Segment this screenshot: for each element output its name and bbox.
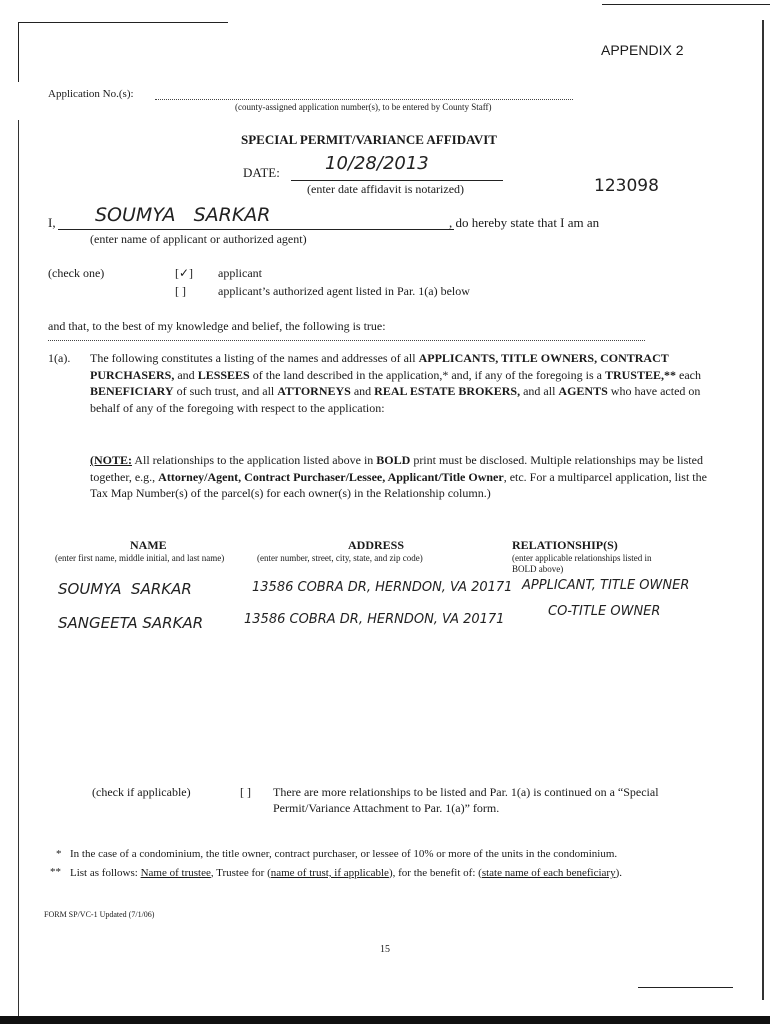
bottom-right-rule: [638, 987, 733, 988]
date-label: DATE:: [243, 165, 280, 180]
application-no-field[interactable]: [155, 99, 573, 100]
para-text-4: each: [676, 367, 701, 382]
col-sub-address: (enter number, street, city, state, and zip code): [257, 553, 423, 563]
para-bold-5: ATTORNEYS: [277, 384, 351, 398]
belief-statement: and that, to the best of my knowledge and belief, the following is true:: [48, 319, 386, 333]
fn2-text-4: ).: [615, 867, 622, 879]
continuation-text: There are more relationships to be listed and Par. 1(a) is continued on a “Special Permit/Variance Attachment to Par. 1(a)” form.: [273, 785, 659, 815]
row-2-address[interactable]: 13586 COBRA DR, HERNDON, VA 20171: [244, 612, 505, 627]
fn2-text-2: , Trustee for (: [210, 867, 271, 879]
fn2-under-1: Name of trustee: [140, 867, 211, 879]
row-2-name[interactable]: SANGEETA SARKAR: [58, 614, 204, 632]
note-text-3: , etc. For a multiparcel application, list the Tax Map Number(s) of the parcel(s) for each owner(s) in the Relationship column.): [90, 469, 707, 500]
note-bold-1: BOLD: [376, 453, 411, 467]
para-bold-1: APPLICANTS, TITLE OWNERS, CONTRACT PURCHASERS,: [90, 351, 669, 382]
check-one-label: (check one): [48, 266, 105, 280]
declarant-underline: [58, 229, 454, 230]
para-text-1: The following constitutes a listing of the names and addresses of all: [90, 351, 419, 365]
declarant-name[interactable]: SOUMYA SARKAR: [95, 204, 271, 226]
footnote-double-text: [70, 866, 630, 881]
col-sub-relationship: (enter applicable relationships listed in BOLD above): [512, 553, 652, 574]
footnote-single-text: In the case of a condominium, the title owner, contract purchaser, or lessee of 10% or more of the units in the condominium.: [70, 848, 618, 860]
declarant-note: (enter name of applicant or authorized agent): [90, 232, 307, 246]
row-1-relationship[interactable]: APPLICANT, TITLE OWNER: [522, 578, 690, 593]
agent-checkbox[interactable]: [ ]: [175, 284, 186, 298]
form-id: FORM SP/VC-1 Updated (7/1/06): [44, 910, 155, 919]
para-text-6: and: [350, 384, 375, 398]
application-no-note: (county-assigned application number(s), to be entered by County Staff): [235, 102, 492, 112]
para-bold-3: TRUSTEE,**: [604, 367, 676, 382]
applicant-option-label: applicant: [218, 266, 262, 280]
form-title: SPECIAL PERMIT/VARIANCE AFFIDAVIT: [241, 132, 497, 147]
fn2-text-1: List as follows:: [70, 867, 141, 879]
fn2-under-3: state name of each beneficiary: [481, 867, 616, 879]
date-note: (enter date affidavit is notarized): [307, 182, 465, 196]
page-number: 15: [380, 944, 390, 955]
para-text-5: of such trust, and all: [173, 384, 278, 398]
footnote-double-mark: **: [50, 866, 61, 878]
bottom-border: [0, 1016, 770, 1024]
left-margin-line: [18, 120, 19, 1020]
para-text-8: who have acted on behalf of any of the foregoing with respect to the application:: [90, 384, 701, 415]
para-text-3: of the land described in the application,* and, if any of the foregoing is a: [249, 367, 605, 382]
declarant-suffix: , do hereby state that I am an: [449, 215, 600, 230]
note-label: (NOTE:: [90, 453, 132, 467]
left-border-rule: [18, 22, 19, 82]
section-number: 1(a).: [48, 351, 71, 365]
section-note: [90, 452, 718, 502]
row-1-address[interactable]: 13586 COBRA DR, HERNDON, VA 20171: [252, 580, 513, 595]
para-text-2: and: [174, 367, 198, 382]
right-margin-line: [762, 20, 764, 1000]
col-sub-name: (enter first name, middle initial, and last name): [55, 553, 225, 563]
application-no-label: Application No.(s):: [48, 88, 134, 100]
applicant-checkbox[interactable]: [✓]: [175, 266, 194, 280]
row-1-name[interactable]: SOUMYA SARKAR: [58, 580, 192, 598]
para-bold-4: BENEFICIARY: [90, 384, 174, 398]
top-left-rule: [18, 22, 228, 23]
para-text-7: and all: [520, 384, 559, 398]
note-text-1: All relationships to the application listed above in: [132, 453, 377, 467]
declarant-prefix: I,: [48, 215, 56, 230]
note-text-2: print must be disclosed. Multiple relationships may be listed together, e.g.,: [90, 453, 703, 484]
continuation-checkbox[interactable]: [ ]: [240, 785, 251, 799]
col-header-relationship: RELATIONSHIP(S): [512, 538, 618, 552]
section-paragraph: [90, 350, 718, 416]
top-right-rule: [602, 4, 770, 5]
col-header-name: NAME: [130, 538, 167, 552]
para-bold-7: AGENTS: [558, 384, 608, 398]
section-divider: [48, 340, 645, 341]
col-header-address: ADDRESS: [348, 538, 405, 552]
appendix-label: APPENDIX 2: [601, 42, 684, 58]
fn2-text-3: ), for the benefit of: (: [388, 867, 482, 879]
continuation-label: (check if applicable): [92, 785, 191, 799]
fn2-under-2: name of trust, if applicable: [270, 867, 389, 879]
para-bold-2: LESSEES: [197, 367, 250, 382]
note-bold-2: Attorney/Agent, Contract Purchaser/Lessee, Applicant/Title Owner: [158, 469, 504, 484]
row-2-relationship[interactable]: CO-TITLE OWNER: [548, 604, 661, 619]
stamp-number: 123098: [594, 176, 659, 196]
agent-option-label: applicant’s authorized agent listed in Par. 1(a) below: [218, 284, 470, 298]
date-value[interactable]: 10/28/2013: [325, 153, 429, 174]
footnote-single-mark: *: [56, 848, 62, 860]
para-bold-6: REAL ESTATE BROKERS,: [374, 384, 521, 398]
date-underline: [291, 180, 503, 181]
